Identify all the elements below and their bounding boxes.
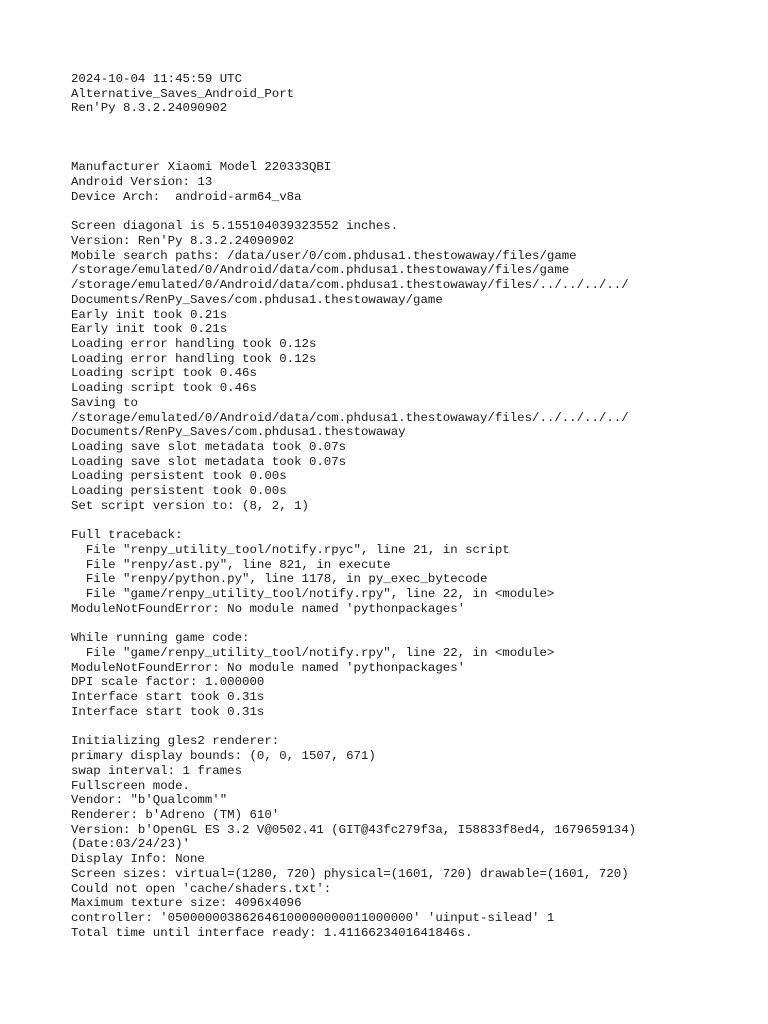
log-line: DPI scale factor: 1.000000 [71,675,265,690]
log-line: ModuleNotFoundError: No module named 'pythonpackages' [71,601,466,616]
log-line: Loading persistent took 0.00s [71,469,287,484]
log-line: Mobile search paths: /data/user/0/com.phdusa1.thestowaway/files/game [71,248,577,263]
log-line [71,204,751,219]
log-line: Ren'Py 8.3.2.24090902 [71,101,228,116]
log-line: File "game/renpy_utility_tool/notify.rpy", line 22, in <module> [71,646,555,661]
log-document [71,72,751,940]
log-line: Loading error handling took 0.12s [71,351,317,366]
log-line [71,514,751,529]
log-line: Loading script took 0.46s [71,381,257,396]
log-line: Initializing gles2 renderer: [71,734,280,749]
log-line: Screen diagonal is 5.155104039323552 inches. [71,219,399,234]
log-line: primary display bounds: (0, 0, 1507, 671) [71,749,376,764]
log-line: Android Version: 13 [71,175,213,190]
log-line: Device Arch: android-arm64_v8a [71,189,302,204]
log-line: File "game/renpy_utility_tool/notify.rpy", line 22, in <module> [71,587,555,602]
log-line [71,131,751,146]
log-line: Interface start took 0.31s [71,690,265,705]
log-line: Version: b'OpenGL ES 3.2 V@0502.41 (GIT@43fc279f3a, I58833f8ed4, 1679659134) [71,822,637,837]
log-line: swap interval: 1 frames [71,763,243,778]
log-line: Renderer: b'Adreno (TM) 610' [71,807,280,822]
log-line: /storage/emulated/0/Android/data/com.phdusa1.thestowaway/files/../../../../ [71,410,629,425]
log-line: Version: Ren'Py 8.3.2.24090902 [71,233,295,248]
log-line: Loading script took 0.46s [71,366,257,381]
log-line [71,720,751,735]
log-line: Set script version to: (8, 2, 1) [71,498,309,513]
log-line: controller: '050000003862646100000000011000000' 'uinput-silead' 1 [71,910,555,925]
log-line: Documents/RenPy_Saves/com.phdusa1.thestowaway/game [71,292,443,307]
log-line: Screen sizes: virtual=(1280, 720) physical=(1601, 720) drawable=(1601, 720) [71,866,629,881]
log-line: Maximum texture size: 4096x4096 [71,896,302,911]
log-line: Early init took 0.21s [71,307,228,322]
log-line: Loading save slot metadata took 0.07s [71,454,347,469]
log-line: Loading error handling took 0.12s [71,336,317,351]
log-line: Manufacturer Xiaomi Model 220333QBI [71,160,332,175]
log-line: Total time until interface ready: 1.4116623401641846s. [71,925,473,940]
log-line: Interface start took 0.31s [71,704,265,719]
log-line: /storage/emulated/0/Android/data/com.phdusa1.thestowaway/files/../../../../ [71,278,629,293]
log-line [71,116,751,131]
log-line: File "renpy_utility_tool/notify.rpyc", line 21, in script [71,543,510,557]
log-line: /storage/emulated/0/Android/data/com.phdusa1.thestowaway/files/game [71,263,570,278]
log-line: 2024-10-04 11:45:59 UTC [71,72,243,86]
log-line [71,617,751,632]
log-line: While running game code: [71,631,250,646]
log-line: Fullscreen mode. [71,778,190,793]
log-line: Vendor: "b'Qualcomm'" [71,793,228,808]
log-line: Display Info: None [71,852,205,867]
log-line: (Date:03/24/23)' [71,837,190,852]
log-line: File "renpy/python.py", line 1178, in py_exec_bytecode [71,572,488,587]
log-line: Saving to [71,395,138,410]
log-line: Alternative_Saves_Android_Port [71,86,295,101]
log-line: Full traceback: [71,528,183,543]
log-line: Documents/RenPy_Saves/com.phdusa1.thestowaway [71,425,406,440]
log-line: Loading persistent took 0.00s [71,484,287,499]
log-line: File "renpy/ast.py", line 821, in execute [71,557,391,572]
log-line: ModuleNotFoundError: No module named 'pythonpackages' [71,660,466,675]
log-line: Could not open 'cache/shaders.txt': [71,881,332,896]
log-line: Loading save slot metadata took 0.07s [71,439,347,454]
log-line: Early init took 0.21s [71,322,228,337]
log-line [71,146,751,161]
